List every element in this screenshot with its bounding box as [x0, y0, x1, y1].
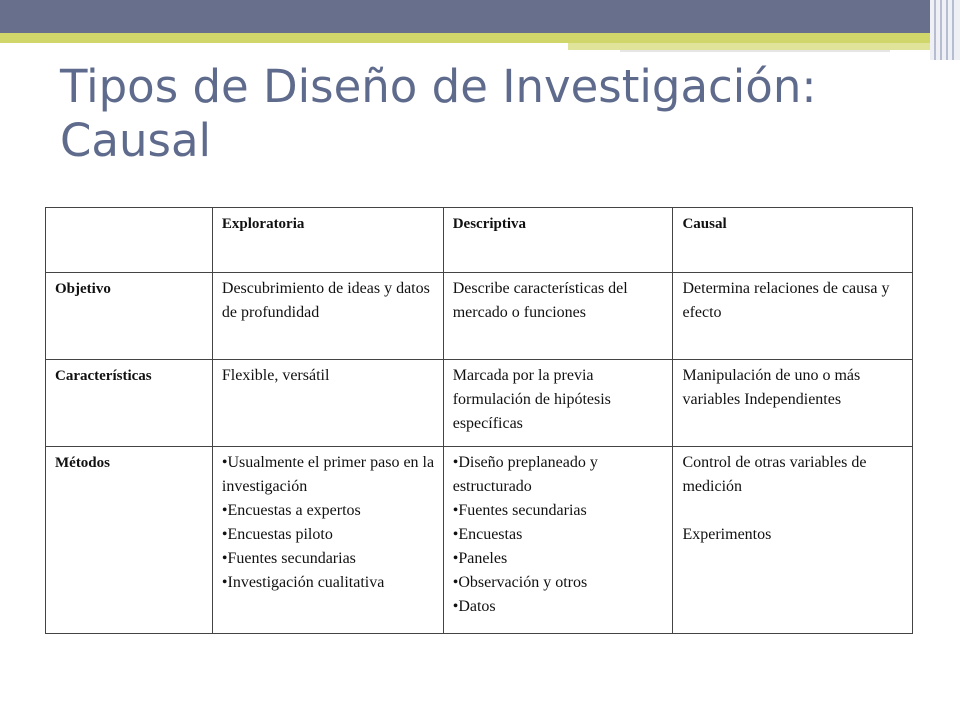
- gold-band-thin: [568, 43, 930, 50]
- bullet-list-exploratoria: [222, 451, 435, 595]
- list-item: • Encuestas a expertos: [222, 499, 435, 523]
- cell-objetivo-exploratoria: Descubrimiento de ideas y datos de profundidad: [212, 273, 443, 360]
- corner-stripe: [946, 0, 948, 60]
- corner-stripe: [952, 0, 954, 60]
- corner-stripe: [940, 0, 942, 60]
- row-label-objetivo: Objetivo: [46, 273, 213, 360]
- list-item: • Paneles: [453, 547, 665, 571]
- header-descriptiva: Descriptiva: [443, 208, 673, 273]
- list-item: • Encuestas: [453, 523, 665, 547]
- spacer: [682, 499, 904, 523]
- comparison-table: [45, 207, 913, 634]
- slide-title: Tipos de Diseño de Investigación: Causal: [60, 60, 817, 167]
- header-causal: Causal: [673, 208, 913, 273]
- header-empty-cell: [46, 208, 213, 273]
- cell-metodos-descriptiva: [443, 447, 673, 634]
- causal-methods-experiments: Experimentos: [682, 526, 772, 543]
- gold-band: [0, 33, 930, 43]
- list-item: • Fuentes secundarias: [453, 499, 665, 523]
- cell-caracteristicas-exploratoria: Flexible, versátil: [212, 360, 443, 447]
- accent-line: [620, 50, 890, 52]
- row-label-caracteristicas: Características: [46, 360, 213, 447]
- table-row-metodos: [46, 447, 913, 634]
- list-item: • Observación y otros: [453, 571, 665, 595]
- list-item: • Usualmente el primer paso en la investigación: [222, 451, 435, 499]
- row-label-metodos: Métodos: [46, 447, 213, 634]
- list-item: • Datos: [453, 595, 665, 619]
- corner-stripe: [934, 0, 936, 60]
- list-item: • Investigación cualitativa: [222, 571, 435, 595]
- cell-objetivo-descriptiva: Describe características del mercado o funciones: [443, 273, 673, 360]
- corner-stripes: [930, 0, 960, 60]
- table-header-row: [46, 208, 913, 273]
- list-item: • Diseño preplaneado y estructurado: [453, 451, 665, 499]
- cell-metodos-causal: [673, 447, 913, 634]
- header-exploratoria: Exploratoria: [212, 208, 443, 273]
- list-item: • Fuentes secundarias: [222, 547, 435, 571]
- table-row-objetivo: [46, 273, 913, 360]
- bullet-list-descriptiva: [453, 451, 665, 619]
- table-row-caracteristicas: [46, 360, 913, 447]
- cell-objetivo-causal: Determina relaciones de causa y efecto: [673, 273, 913, 360]
- list-item: • Encuestas piloto: [222, 523, 435, 547]
- cell-metodos-exploratoria: [212, 447, 443, 634]
- causal-methods-text: Control de otras variables de medición: [682, 454, 867, 495]
- top-band: [0, 0, 960, 33]
- cell-caracteristicas-causal: Manipulación de uno o más variables Independientes: [673, 360, 913, 447]
- cell-caracteristicas-descriptiva: Marcada por la previa formulación de hipótesis específicas: [443, 360, 673, 447]
